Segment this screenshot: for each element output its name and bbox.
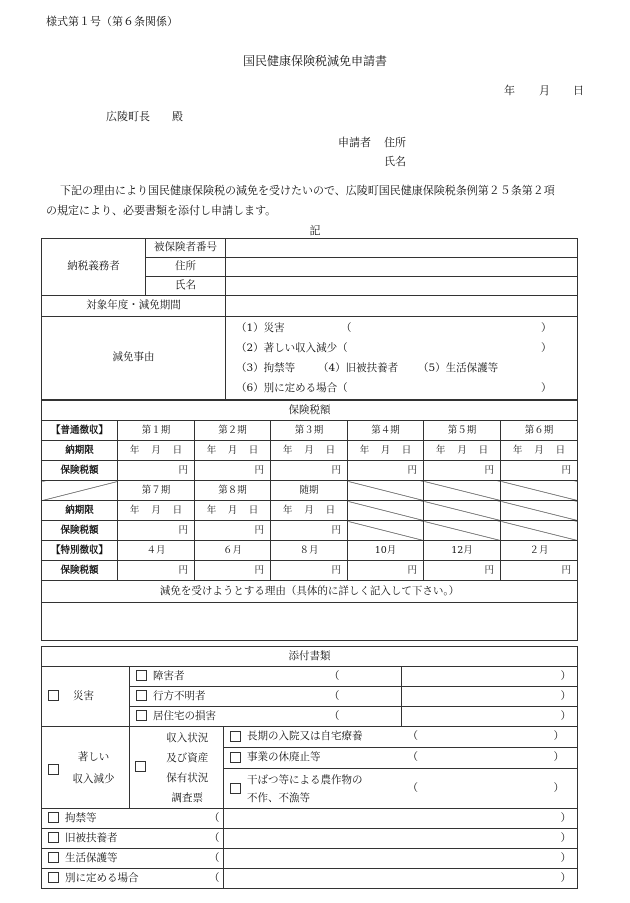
income-item-paren: （ ） xyxy=(402,748,578,769)
address-label: 住所 xyxy=(384,136,406,149)
amount-cell[interactable]: 円 xyxy=(348,461,424,481)
month-cell: ８月 xyxy=(271,541,348,561)
checkbox[interactable] xyxy=(230,783,241,794)
reason-other-close: ） xyxy=(541,382,552,395)
month-cell: ４月 xyxy=(118,541,195,561)
attachments-heading: 添付書類 xyxy=(42,647,578,667)
checkbox[interactable] xyxy=(230,752,241,763)
reason-request-label: 減免を受けようとする理由（具体的に詳しく記入して下さい。） xyxy=(42,581,578,603)
due-label: 納期限 xyxy=(42,501,118,521)
income-drop-group[interactable] xyxy=(42,727,130,809)
reasons-list[interactable] xyxy=(226,317,578,400)
special-months-row xyxy=(42,541,578,561)
amount-cell[interactable]: 円 xyxy=(271,521,348,541)
checkbox[interactable] xyxy=(48,832,59,843)
diagonal-cell xyxy=(348,481,424,501)
checkbox[interactable] xyxy=(48,812,59,823)
period-cell: 第５期 xyxy=(424,421,501,441)
diagonal-cell xyxy=(42,481,118,501)
due-date-cell[interactable]: 年 月 日 xyxy=(195,441,271,461)
amount-cell[interactable]: 円 xyxy=(195,521,271,541)
amount-label: 保険税額 xyxy=(42,561,118,581)
close-paren: ） xyxy=(402,707,578,727)
page-title: 国民健康保険税減免申請書 xyxy=(242,54,387,68)
close-paren: ） xyxy=(224,809,578,829)
reason-disaster-close: ） xyxy=(541,322,552,335)
close-paren: ） xyxy=(402,667,578,687)
special-collection-label: 【特別徴収】 xyxy=(42,541,118,561)
amount-cell[interactable]: 円 xyxy=(195,461,271,481)
diagonal-cell xyxy=(348,501,424,521)
diagonal-cell xyxy=(501,501,578,521)
name-label: 氏名 xyxy=(384,155,406,168)
month-cell: 12月 xyxy=(424,541,501,561)
disaster-checkbox[interactable] xyxy=(48,690,59,701)
amount-cell[interactable]: 円 xyxy=(424,561,501,581)
addressee: 広陵町長 殿 xyxy=(106,110,183,123)
checkbox[interactable] xyxy=(136,710,147,721)
checkbox[interactable] xyxy=(136,690,147,701)
asset-checkbox-cell[interactable] xyxy=(130,727,152,809)
reason-request-field[interactable] xyxy=(42,603,578,641)
amount-cell[interactable]: 円 xyxy=(501,561,578,581)
period-cell: 随期 xyxy=(271,481,348,501)
month-cell: ２月 xyxy=(501,541,578,561)
date-day: 日 xyxy=(573,84,584,97)
income-item[interactable]: 干ばつ等による農作物の 不作、不漁等 xyxy=(224,769,402,809)
taxpayer-address-field[interactable] xyxy=(226,258,578,277)
amount-cell[interactable]: 円 xyxy=(424,461,501,481)
income-drop-checkbox[interactable] xyxy=(48,764,59,775)
reason-disaster-open: （ xyxy=(341,322,352,335)
applicant-label: 申請者 xyxy=(338,136,371,149)
diagonal-cell xyxy=(424,501,501,521)
close-paren: ） xyxy=(224,869,578,889)
disaster-item[interactable]: 居住宅の損害 （ xyxy=(130,707,402,727)
disaster-item[interactable]: 行方不明者 （ xyxy=(130,687,402,707)
income-drop-label-2: 収入減少 xyxy=(72,772,115,785)
asset-checkbox[interactable] xyxy=(135,761,146,772)
date-year: 年 xyxy=(504,84,515,97)
due-date-cell[interactable]: 年 月 日 xyxy=(271,441,348,461)
reason-other: （6）別に定める場合（ xyxy=(236,382,348,395)
diagonal-cell xyxy=(501,521,578,541)
amount-cell[interactable]: 円 xyxy=(348,561,424,581)
close-paren: ） xyxy=(402,687,578,707)
amount-cell[interactable]: 円 xyxy=(271,461,348,481)
reason-income-drop: （2）著しい収入減少（ xyxy=(236,342,348,355)
form-number: 様式第１号（第６条関係） xyxy=(46,15,178,28)
due-date-cell[interactable]: 年 月 日 xyxy=(118,441,195,461)
amount-row-3 xyxy=(42,561,578,581)
date-month: 月 xyxy=(539,84,550,97)
intro-line-1: 下記の理由により国民健康保険税の減免を受けたいので、広陵町国民健康保険税条例第２５条第２項 xyxy=(60,184,555,197)
period-cell: 第３期 xyxy=(271,421,348,441)
month-cell: 10月 xyxy=(348,541,424,561)
disaster-group[interactable] xyxy=(42,667,130,727)
period-cell: 第６期 xyxy=(501,421,578,441)
due-row-2 xyxy=(42,501,578,521)
period-cell: 第８期 xyxy=(195,481,271,501)
normal-periods-row-2 xyxy=(42,481,578,501)
taxpayer-label: 納税義務者 xyxy=(42,239,146,296)
period-cell: 第４期 xyxy=(348,421,424,441)
income-item[interactable]: 事業の休廃止等 xyxy=(224,748,402,769)
checkbox[interactable] xyxy=(230,731,241,742)
normal-collection-label: 【普通徴収】 xyxy=(42,421,118,441)
reason-disaster: （1）災害 xyxy=(236,322,285,335)
bottom-item[interactable]: 拘禁等 （ xyxy=(42,809,224,829)
bottom-item[interactable]: 別に定める場合 （ xyxy=(42,869,224,889)
amount-cell[interactable]: 円 xyxy=(118,561,195,581)
income-item[interactable]: 長期の入院又は自宅療養 xyxy=(224,727,402,748)
taxpayer-name-label: 氏名 xyxy=(146,277,226,296)
insured-number-label: 被保険者番号 xyxy=(146,239,226,258)
month-cell: ６月 xyxy=(195,541,271,561)
amount-cell[interactable]: 円 xyxy=(195,561,271,581)
diagonal-cell xyxy=(501,481,578,501)
period-label: 対象年度・減免期間 xyxy=(42,296,226,317)
checkbox[interactable] xyxy=(48,852,59,863)
tax-heading: 保険税額 xyxy=(42,401,578,421)
intro-line-2: の規定により、必要書類を添付し申請します。 xyxy=(46,204,277,217)
disaster-label: 災害 xyxy=(73,689,94,702)
application-table xyxy=(41,238,578,400)
diagonal-cell xyxy=(424,521,501,541)
amount-label: 保険税額 xyxy=(42,461,118,481)
income-drop-label-1: 著しい xyxy=(77,750,110,763)
period-cell: 第１期 xyxy=(118,421,195,441)
due-date-cell[interactable]: 年 月 日 xyxy=(348,441,424,461)
due-row-1 xyxy=(42,441,578,461)
period-field[interactable] xyxy=(226,296,578,317)
bottom-item[interactable]: 生活保護等 （ xyxy=(42,849,224,869)
close-paren: ） xyxy=(224,849,578,869)
reasons-label: 減免事由 xyxy=(42,317,226,400)
close-paren: ） xyxy=(224,829,578,849)
reason-detention: （3）拘禁等 xyxy=(236,362,296,375)
asset-survey-label: 収入状況 及び資産 保有状況 調査票 xyxy=(152,727,224,809)
reason-welfare: （5）生活保護等 xyxy=(418,362,499,375)
period-cell: 第７期 xyxy=(118,481,195,501)
due-date-cell[interactable]: 年 月 日 xyxy=(118,501,195,521)
disaster-item[interactable]: 障害者 （ xyxy=(130,667,402,687)
amount-cell[interactable]: 円 xyxy=(501,461,578,481)
diagonal-cell xyxy=(348,521,424,541)
attachments-table xyxy=(41,646,578,889)
taxpayer-address-label: 住所 xyxy=(146,258,226,277)
diagonal-cell xyxy=(424,481,501,501)
income-item-paren: （ ） xyxy=(402,769,578,809)
due-date-cell[interactable]: 年 月 日 xyxy=(501,441,578,461)
due-date-cell[interactable]: 年 月 日 xyxy=(195,501,271,521)
bottom-item[interactable]: 旧被扶養者 （ xyxy=(42,829,224,849)
due-date-cell[interactable]: 年 月 日 xyxy=(424,441,501,461)
tax-table xyxy=(41,400,578,641)
taxpayer-name-field[interactable] xyxy=(226,277,578,296)
amount-cell[interactable]: 円 xyxy=(118,521,195,541)
amount-cell[interactable]: 円 xyxy=(271,561,348,581)
due-label: 納期限 xyxy=(42,441,118,461)
ki-mark: 記 xyxy=(309,224,321,237)
reason-former-dependent: （4）旧被扶養者 xyxy=(318,362,399,375)
insured-number-field[interactable] xyxy=(226,239,578,258)
amount-cell[interactable]: 円 xyxy=(118,461,195,481)
amount-row-1 xyxy=(42,461,578,481)
income-item-paren: （ ） xyxy=(402,727,578,748)
normal-periods-row xyxy=(42,421,578,441)
amount-row-2 xyxy=(42,521,578,541)
checkbox[interactable] xyxy=(136,670,147,681)
amount-label: 保険税額 xyxy=(42,521,118,541)
reason-income-close: ） xyxy=(541,342,552,355)
checkbox[interactable] xyxy=(48,872,59,883)
period-cell: 第２期 xyxy=(195,421,271,441)
due-date-cell[interactable]: 年 月 日 xyxy=(271,501,348,521)
